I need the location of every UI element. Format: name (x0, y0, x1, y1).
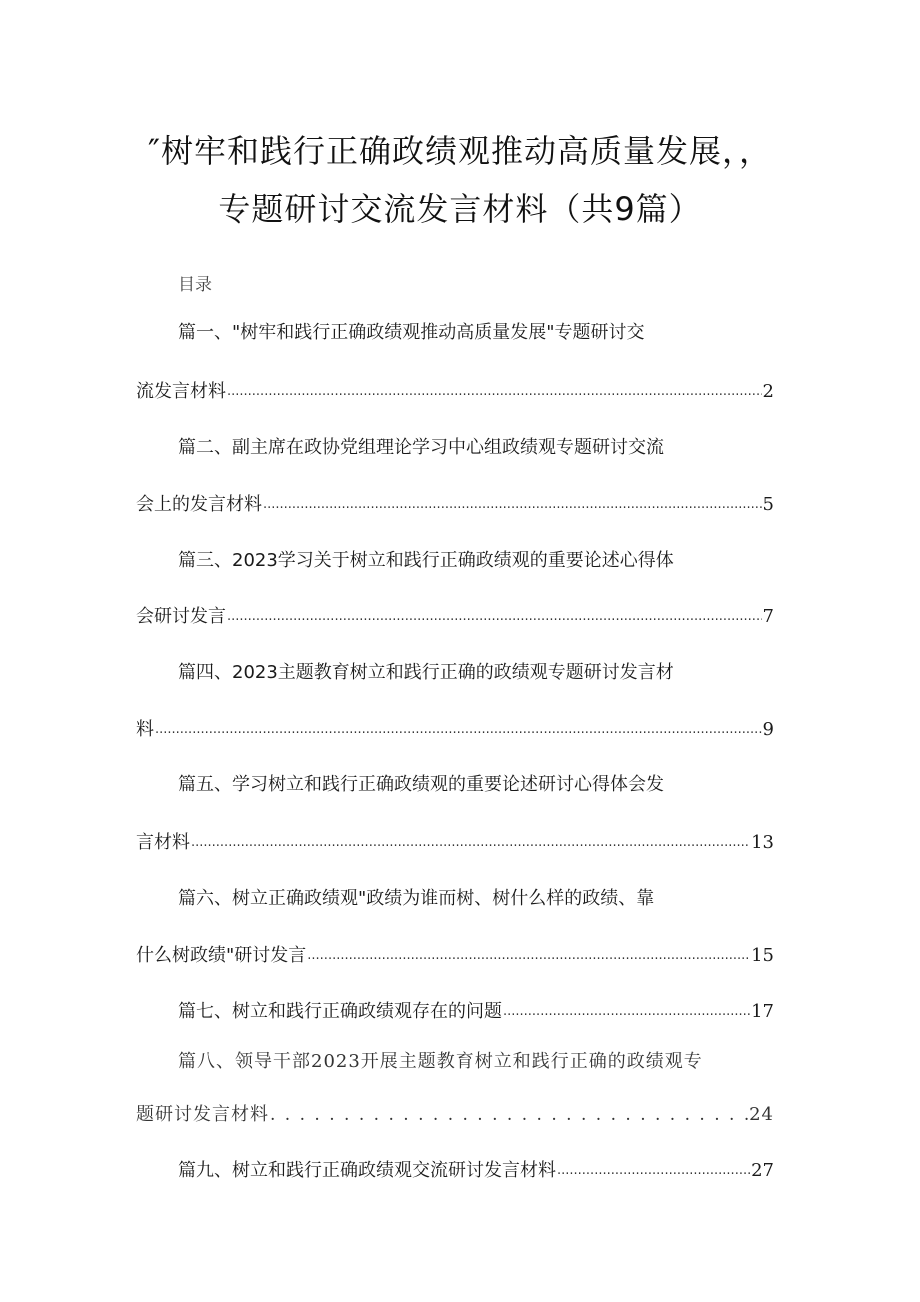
toc-leader (227, 606, 762, 628)
toc-leader (557, 1160, 750, 1182)
toc-entry-1-title: 篇一、"树牢和践行正确政绩观推动高质量发展"专题研讨交 (178, 322, 645, 343)
toc-entry-6-page: 15 (751, 945, 774, 966)
toc-leader (503, 1001, 750, 1023)
toc-leader (155, 719, 762, 741)
toc-entry-9-title: 篇九、树立和践行正确政绩观交流研讨发言材料 (178, 1160, 556, 1181)
toc-entry-2-title: 篇二、副主席在政协党组理论学习中心组政绩观专题研讨交流 (178, 437, 664, 458)
toc-entry-9-page: 27 (751, 1160, 774, 1181)
toc-entry-4-page: 9 (762, 719, 774, 740)
toc-leader (227, 381, 762, 403)
toc-entry-9[interactable] (178, 1160, 774, 1182)
toc-entry-3-title: 篇三、2023学习关于树立和践行正确政绩观的重要论述心得体 (178, 550, 674, 571)
toc-entry-6-title: 篇六、树立正确政绩观"政绩为谁而树、树什么样的政绩、靠 (178, 888, 655, 909)
toc-entry-7-page: 17 (751, 1001, 774, 1022)
toc-entry-4-title: 篇四、2023主题教育树立和践行正确的政绩观专题研讨发言材 (178, 662, 674, 683)
toc-leader (270, 1104, 748, 1126)
toc-entry-5-page: 13 (751, 832, 774, 853)
toc-entry-8-page: 24 (749, 1104, 774, 1125)
toc-entry-1-page: 2 (762, 381, 774, 402)
toc-entry-7-title: 篇七、树立和践行正确政绩观存在的问题 (178, 1001, 502, 1022)
toc-entry-1-title-cont: 流发言材料 (136, 381, 226, 402)
document-title-line2: 专题研讨交流发言材料（共9篇） (218, 190, 702, 228)
toc-entry-8-title-cont: 题研讨发言材料 (136, 1104, 269, 1125)
toc-leader (191, 832, 750, 854)
toc-entry-6[interactable] (136, 945, 774, 967)
toc-entry-5-title-cont: 言材料 (136, 832, 190, 853)
toc-entry-3-title-cont: 会研讨发言 (136, 606, 226, 627)
toc-entry-2[interactable] (136, 494, 774, 516)
toc-entry-4[interactable] (136, 719, 774, 741)
toc-entry-2-page: 5 (762, 494, 774, 515)
toc-leader (263, 494, 762, 516)
toc-entry-7[interactable] (178, 1001, 774, 1023)
toc-entry-4-title-cont: 料 (136, 719, 154, 740)
toc-entry-2-title-cont: 会上的发言材料 (136, 494, 262, 515)
toc-heading: 目录 (178, 275, 212, 295)
toc-entry-8[interactable] (136, 1104, 774, 1126)
toc-entry-3-page: 7 (762, 606, 774, 627)
toc-leader (307, 945, 750, 967)
toc-entry-8-title: 篇八、领导干部2023开展主题教育树立和践行正确的政绩观专 (178, 1051, 703, 1072)
toc-entry-3[interactable] (136, 606, 774, 628)
document-title-line1: ″树牢和践行正确政绩观推动高质量发展，， (148, 132, 772, 170)
toc-entry-5[interactable] (136, 832, 774, 854)
toc-entry-1[interactable] (136, 381, 774, 403)
toc-entry-6-title-cont: 什么树政绩"研讨发言 (136, 945, 307, 966)
toc-entry-5-title: 篇五、学习树立和践行正确政绩观的重要论述研讨心得体会发 (178, 774, 664, 795)
